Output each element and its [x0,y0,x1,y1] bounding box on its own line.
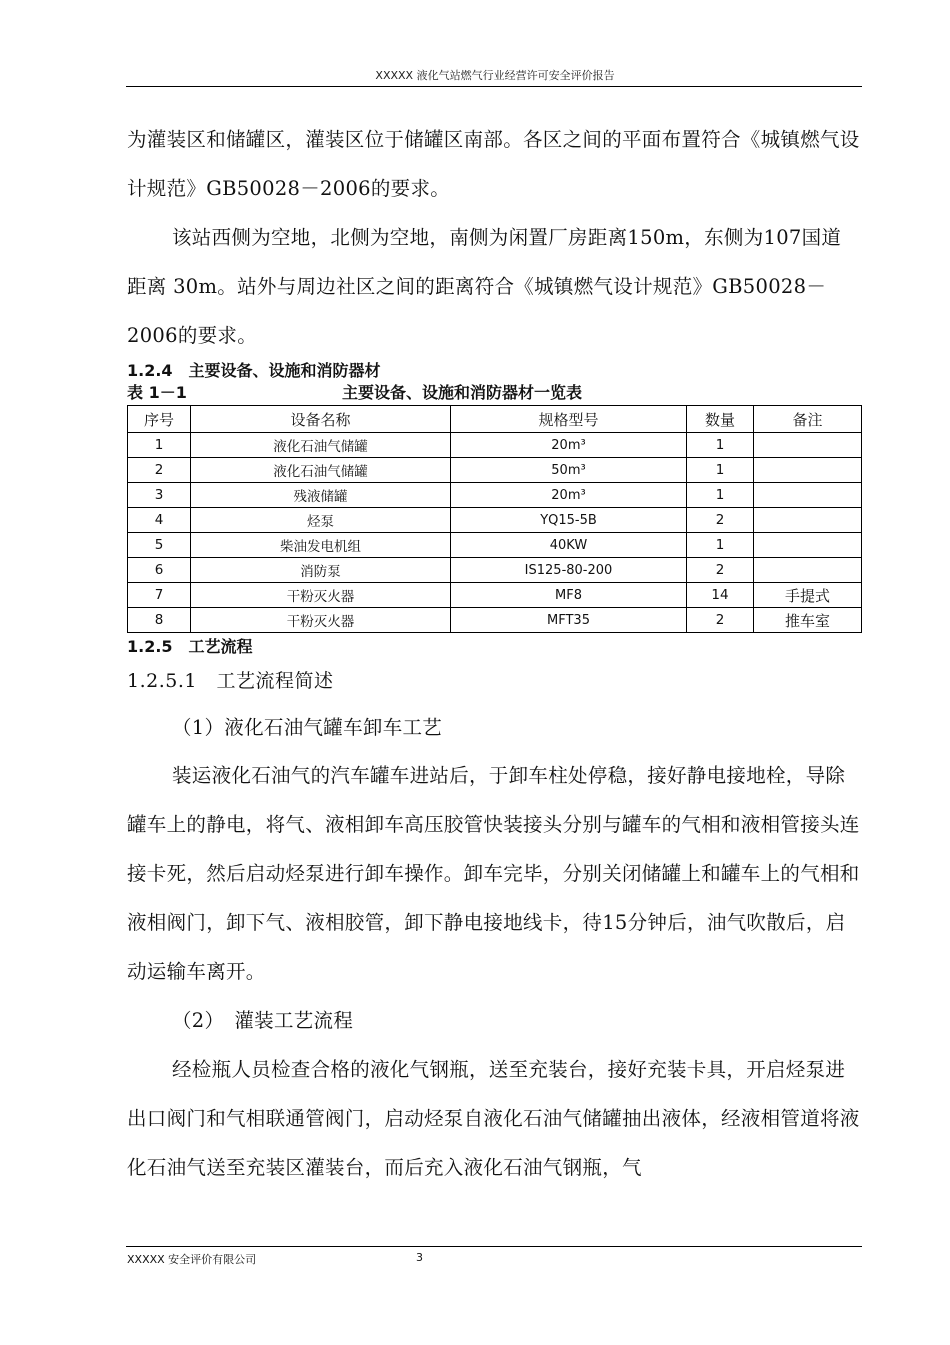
subsection-heading-process-overview: 1.2.5.1 工艺流程简述 [127,670,334,692]
cell-index: 7 [128,583,191,608]
cell-quantity: 2 [687,608,754,633]
equipment-table [127,405,862,633]
page-header-title: XXXXX 液化气站燃气行业经营许可安全评价报告 [375,69,615,82]
col-header-remark: 备注 [754,406,862,433]
cell-spec: 40KW [451,533,687,558]
cell-remark [754,508,862,533]
page-body [127,115,861,1192]
table-row [128,458,862,483]
cell-quantity: 1 [687,433,754,458]
cell-spec: IS125-80-200 [451,558,687,583]
header-divider [126,86,862,87]
section-heading-process: 1.2.5 工艺流程 [127,637,253,656]
cell-index: 4 [128,508,191,533]
paragraph-filling: 经检瓶人员检查合格的液化气钢瓶，送至充装台，接好充装卡具，开启烃泵进出口阀门和气相联通管阀门，启动烃泵自液化石油气储罐抽出液体，经液相管道将液化石油气送至充装区灌装台，而后充入液化石油气钢瓶，气 [127,1058,860,1179]
cell-name: 干粉灭火器 [191,583,451,608]
cell-quantity: 2 [687,508,754,533]
cell-quantity: 1 [687,483,754,508]
table-row [128,583,862,608]
cell-spec: 20m³ [451,433,687,458]
cell-name: 残液储罐 [191,483,451,508]
cell-remark [754,483,862,508]
section-heading-equipment: 1.2.4 主要设备、设施和消防器材 [127,361,381,380]
cell-name: 液化石油气储罐 [191,458,451,483]
cell-index: 8 [128,608,191,633]
col-header-spec: 规格型号 [451,406,687,433]
cell-quantity: 2 [687,558,754,583]
cell-spec: 20m³ [451,483,687,508]
paragraph-unloading: 装运液化石油气的汽车罐车进站后，于卸车柱处停稳，接好静电接地栓，导除罐车上的静电，将气、液相卸车高压胶管快装接头分别与罐车的气相和液相管接头连接卡死，然后启动烃泵进行卸车操作。卸车完毕，分别关闭储罐上和罐车上的气相和液相阀门，卸下气、液相胶管，卸下静电接地线卡，待15分钟后，油气吹散后，启动运输车离开。 [127,764,860,983]
table-row [128,433,862,458]
cell-name: 柴油发电机组 [191,533,451,558]
table-title [127,382,861,404]
cell-spec: MFT35 [451,608,687,633]
paragraph-surroundings: 该站西侧为空地，北侧为空地，南侧为闲置厂房距离150m，东侧为107国道距离 30m。站外与周边社区之间的距离符合《城镇燃气设计规范》GB50028－2006的要求。 [127,226,842,347]
cell-remark [754,558,862,583]
cell-index: 1 [128,433,191,458]
footer-company: XXXXX 安全评价有限公司 [127,1253,257,1266]
item-title-filling: （2） 灌装工艺流程 [172,1009,354,1032]
item-title-unloading: （1）液化石油气罐车卸车工艺 [172,716,443,739]
table-row [128,533,862,558]
cell-spec: MF8 [451,583,687,608]
col-header-index: 序号 [128,406,191,433]
table-header-row [128,406,862,433]
cell-index: 3 [128,483,191,508]
table-row [128,483,862,508]
cell-spec: 50m³ [451,458,687,483]
cell-remark: 手提式 [754,583,862,608]
cell-name: 消防泵 [191,558,451,583]
col-header-quantity: 数量 [687,406,754,433]
table-row [128,558,862,583]
cell-quantity: 1 [687,533,754,558]
cell-index: 6 [128,558,191,583]
cell-name: 烃泵 [191,508,451,533]
cell-remark: 推车室 [754,608,862,633]
cell-remark [754,533,862,558]
paragraph-layout: 为灌装区和储罐区，灌装区位于储罐区南部。各区之间的平面布置符合《城镇燃气设计规范》GB50028－2006的要求。 [127,128,860,200]
cell-quantity: 14 [687,583,754,608]
cell-index: 5 [128,533,191,558]
cell-remark [754,458,862,483]
table-caption: 主要设备、设施和消防器材一览表 [342,383,583,402]
table-row [128,608,862,633]
cell-spec: YQ15-5B [451,508,687,533]
cell-remark [754,433,862,458]
table-row [128,508,862,533]
table-label: 表 1－1 [127,383,187,402]
footer-divider [126,1246,862,1247]
cell-quantity: 1 [687,458,754,483]
cell-name: 液化石油气储罐 [191,433,451,458]
cell-index: 2 [128,458,191,483]
page-number: 3 [416,1251,423,1264]
col-header-name: 设备名称 [191,406,451,433]
cell-name: 干粉灭火器 [191,608,451,633]
